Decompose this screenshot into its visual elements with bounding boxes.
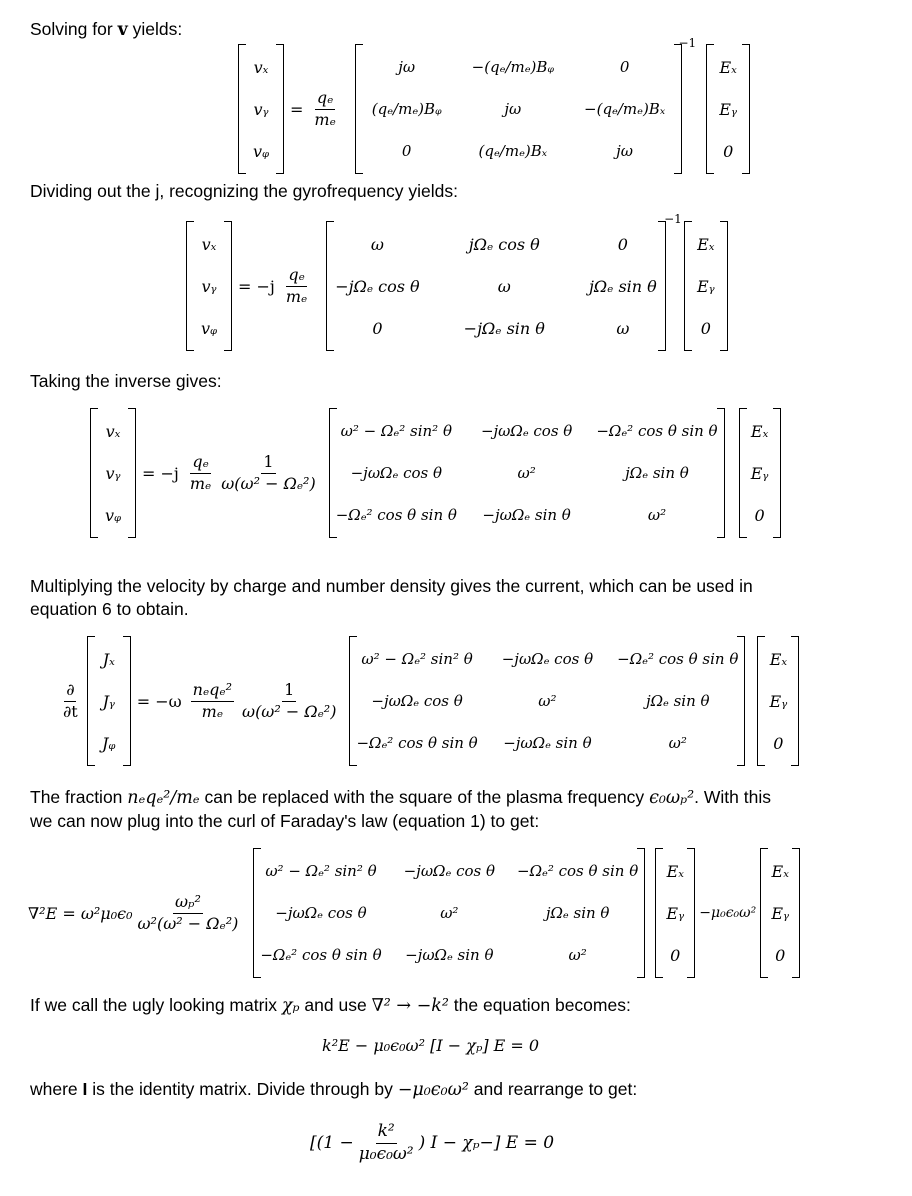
text: and rearrange to get: bbox=[473, 1079, 638, 1099]
equals-minus-j: = −j bbox=[142, 463, 179, 483]
equation-inverse bbox=[90, 408, 781, 538]
text: Solving for bbox=[30, 19, 113, 39]
matrix-entry: (qₑ/mₑ)Bₓ bbox=[478, 142, 548, 160]
bracket-tick bbox=[658, 350, 665, 351]
matrix-entry: jΩₑ sin θ bbox=[645, 692, 710, 710]
bracket-tick bbox=[276, 44, 283, 45]
minus-mu-term: −μ₀ϵ₀ω² bbox=[699, 905, 757, 921]
matrix-entry: ω² bbox=[517, 464, 536, 482]
vector-v: v bbox=[117, 20, 128, 40]
bracket-tick bbox=[224, 350, 231, 351]
vector-entry: Eₓ bbox=[771, 861, 789, 881]
matrix-a bbox=[355, 44, 682, 174]
text: . With this bbox=[694, 787, 771, 807]
matrix-entry: −Ωₑ² cos θ sin θ bbox=[596, 422, 718, 440]
matrix-entry: 0 bbox=[617, 234, 628, 254]
matrix-entry: jω bbox=[398, 58, 416, 76]
inline-math: ∇² → −k² bbox=[371, 996, 449, 1016]
matrix-entry: jΩₑ sin θ bbox=[625, 464, 689, 482]
matrix-entry: ω bbox=[616, 318, 630, 338]
matrix-entry: −jωΩₑ cos θ bbox=[403, 862, 496, 880]
vector-entry: Jᵩ bbox=[101, 733, 116, 753]
equals-minus-omega: = −ω bbox=[136, 691, 182, 711]
paragraph-dividing bbox=[30, 180, 458, 203]
field-vector bbox=[739, 408, 781, 538]
k-mu-fraction: $\frac{\text{k²}}{\text{μ₀ϵ₀ω²}}$ bbox=[358, 1120, 414, 1164]
text: yields: bbox=[132, 19, 183, 39]
matrix-entry: ω bbox=[370, 234, 384, 254]
field-vector bbox=[655, 848, 695, 978]
inline-math: χₚ bbox=[281, 996, 300, 1016]
text: Multiplying the velocity by charge and number density gives the current, which can be used in bbox=[30, 576, 753, 596]
bracket-tick bbox=[123, 636, 130, 637]
plasma-fraction: $\frac{\text{ωₚ²}}{\text{ω²(ω² − Ωₑ²)}}$ bbox=[137, 892, 239, 933]
vector-entry: Jᵧ bbox=[102, 691, 115, 711]
equation-final bbox=[310, 1116, 554, 1170]
matrix-entry: ω² − Ωₑ² sin² θ bbox=[265, 862, 377, 880]
vector-entry: Jₓ bbox=[102, 649, 115, 669]
vector-entry: 0 bbox=[775, 945, 786, 965]
velocity-vector bbox=[90, 408, 136, 538]
vector-entry: vₓ bbox=[105, 421, 121, 441]
bracket-tick bbox=[687, 848, 694, 849]
density-charge-fraction: $\frac{\text{nₑqₑ²}}{\text{mₑ}}$ bbox=[192, 680, 233, 721]
matrix-entry: −jωΩₑ cos θ bbox=[501, 650, 594, 668]
bracket-tick bbox=[720, 221, 727, 222]
bracket-tick bbox=[792, 848, 799, 849]
identity-symbol: I bbox=[82, 1079, 88, 1099]
matrix-entry: −jωΩₑ cos θ bbox=[350, 464, 443, 482]
paragraph-ugly-matrix bbox=[30, 994, 631, 1018]
inline-math: −μ₀ϵ₀ω² bbox=[397, 1080, 469, 1100]
bracket-tick bbox=[276, 173, 283, 174]
inverse-superscript: −1 bbox=[678, 36, 697, 50]
vector-entry: Eᵧ bbox=[771, 903, 790, 923]
vector-entry: Eₓ bbox=[719, 57, 737, 77]
field-vector bbox=[760, 848, 800, 978]
text: If we call the ugly looking matrix bbox=[30, 995, 278, 1015]
bracket-tick bbox=[773, 408, 780, 409]
matrix-entry: jω bbox=[616, 142, 634, 160]
matrix-entry: −jωΩₑ sin θ bbox=[405, 946, 494, 964]
inline-math: nₑqₑ²/mₑ bbox=[127, 788, 200, 808]
bracket-tick bbox=[224, 221, 231, 222]
matrix-c bbox=[253, 848, 645, 978]
matrix-entry: ω² bbox=[440, 904, 459, 922]
field-vector bbox=[706, 44, 750, 174]
matrix-entry: −Ωₑ² cos θ sin θ bbox=[260, 946, 382, 964]
text: can be replaced with the square of the plasma frequency bbox=[204, 787, 645, 807]
matrix-c bbox=[349, 636, 745, 766]
vector-entry: Eᵧ bbox=[769, 691, 788, 711]
vector-entry: Eₓ bbox=[697, 234, 715, 254]
final-eq-left: [(1 − bbox=[310, 1133, 354, 1153]
wave-equation: k²E − μ₀ϵ₀ω² [I − χₚ] E = 0 bbox=[322, 1036, 540, 1055]
matrix-entry: −jωΩₑ cos θ bbox=[275, 904, 367, 922]
equation-gyrofrequency bbox=[186, 212, 728, 352]
matrix-entry: ω bbox=[497, 276, 511, 296]
matrix-entry: −jΩₑ cos θ bbox=[335, 276, 420, 296]
matrix-entry: 0 bbox=[401, 142, 412, 160]
vector-entry: vᵩ bbox=[252, 141, 270, 161]
velocity-vector bbox=[186, 221, 232, 351]
inline-math: ϵ₀ωₚ² bbox=[649, 788, 695, 808]
text: Dividing out the j, recognizing the gyrofrequency yields: bbox=[30, 181, 459, 201]
charge-mass-fraction: $\frac{\text{qₑ}}{\text{mₑ}}$ bbox=[314, 88, 336, 129]
velocity-vector bbox=[238, 44, 284, 174]
vector-entry: 0 bbox=[723, 141, 734, 161]
vector-entry: Eᵧ bbox=[666, 903, 685, 923]
bracket-tick bbox=[791, 765, 798, 766]
bracket-tick bbox=[720, 350, 727, 351]
paragraph-solving bbox=[30, 18, 182, 42]
field-vector bbox=[684, 221, 728, 351]
bracket-tick bbox=[717, 408, 724, 409]
vector-entry: vᵩ bbox=[200, 318, 218, 338]
paragraph-inverse bbox=[30, 370, 222, 393]
vector-entry: vᵧ bbox=[105, 463, 121, 483]
vector-entry: vₓ bbox=[201, 234, 217, 254]
laplacian-lhs: ∇²E = ω²μ₀ϵ₀ bbox=[28, 903, 133, 923]
text: equation 6 to obtain. bbox=[30, 599, 189, 619]
matrix-entry: 0 bbox=[619, 58, 630, 76]
text: where bbox=[30, 1079, 78, 1099]
matrix-c bbox=[329, 408, 725, 538]
equation-velocity-solve bbox=[238, 36, 750, 174]
bracket-tick bbox=[637, 977, 644, 978]
equals-sign: = bbox=[290, 99, 304, 119]
vector-entry: 0 bbox=[754, 505, 765, 525]
matrix-entry: −Ωₑ² cos θ sin θ bbox=[517, 862, 639, 880]
vector-entry: Eᵧ bbox=[719, 99, 737, 119]
matrix-entry: jω bbox=[504, 100, 522, 118]
matrix-entry: −Ωₑ² cos θ sin θ bbox=[617, 650, 739, 668]
matrix-entry: ω² − Ωₑ² sin² θ bbox=[340, 422, 452, 440]
bracket-tick bbox=[792, 977, 799, 978]
bracket-tick bbox=[128, 408, 135, 409]
vector-entry: Eᵧ bbox=[696, 276, 715, 296]
matrix-entry: ω² − Ωₑ² sin² θ bbox=[361, 650, 473, 668]
paragraph-fraction bbox=[30, 786, 771, 833]
matrix-entry: −Ωₑ² cos θ sin θ bbox=[335, 506, 457, 524]
matrix-entry: −(qₑ/mₑ)Bᵩ bbox=[471, 58, 555, 76]
matrix-entry: −jωΩₑ sin θ bbox=[503, 734, 592, 752]
bracket-tick bbox=[687, 977, 694, 978]
bracket-tick bbox=[742, 173, 749, 174]
matrix-entry: −jωΩₑ sin θ bbox=[482, 506, 571, 524]
vector-entry: Eᵧ bbox=[750, 463, 769, 483]
equation-current bbox=[58, 634, 799, 768]
current-vector bbox=[87, 636, 131, 766]
matrix-entry: −jΩₑ sin θ bbox=[463, 318, 545, 338]
vector-entry: Eₓ bbox=[750, 421, 769, 441]
charge-mass-fraction: $\frac{\text{qₑ}}{\text{mₑ}}$ bbox=[189, 452, 212, 493]
matrix-entry: −jωΩₑ cos θ bbox=[480, 422, 573, 440]
final-eq-right: ) I − χₚ−] E = 0 bbox=[418, 1133, 555, 1153]
matrix-entry: jΩₑ sin θ bbox=[588, 276, 657, 296]
vector-entry: Eₓ bbox=[769, 649, 788, 669]
bracket-tick bbox=[674, 173, 681, 174]
bracket-tick bbox=[637, 848, 644, 849]
time-derivative: $\frac{\partial}{\partial t}$ bbox=[63, 680, 78, 721]
matrix-entry: ω² bbox=[647, 506, 667, 524]
equation-wave bbox=[322, 1036, 539, 1055]
matrix-entry: ω² bbox=[668, 734, 687, 752]
matrix-entry: −Ωₑ² cos θ sin θ bbox=[356, 734, 478, 752]
text: is the identity matrix. Divide through by bbox=[92, 1079, 393, 1099]
vector-entry: Eₓ bbox=[666, 861, 684, 881]
equation-faraday bbox=[28, 848, 800, 978]
matrix-entry: −(qₑ/mₑ)Bₓ bbox=[584, 100, 666, 118]
vector-entry: 0 bbox=[700, 318, 711, 338]
matrix-entry: jΩₑ cos θ bbox=[468, 234, 540, 254]
bracket-tick bbox=[128, 537, 135, 538]
bracket-tick bbox=[737, 636, 744, 637]
vector-entry: vₓ bbox=[253, 57, 269, 77]
text: and use bbox=[304, 995, 367, 1015]
text: The fraction bbox=[30, 787, 123, 807]
inverse-denominator-fraction: $\frac{1}{\text{ω(ω² − Ωₑ²)}}$ bbox=[242, 680, 337, 721]
charge-mass-fraction: $\frac{\text{qₑ}}{\text{mₑ}}$ bbox=[285, 265, 308, 306]
inverse-denominator-fraction: $\frac{1}{\text{ω(ω² − Ωₑ²)}}$ bbox=[221, 452, 316, 493]
text: Taking the inverse gives: bbox=[30, 371, 222, 391]
matrix-entry: ω² bbox=[568, 946, 587, 964]
bracket-tick bbox=[791, 636, 798, 637]
vector-entry: 0 bbox=[670, 945, 681, 965]
matrix-b bbox=[326, 221, 666, 351]
inverse-superscript: −1 bbox=[664, 212, 682, 226]
bracket-tick bbox=[773, 537, 780, 538]
matrix-entry: (qₑ/mₑ)Bᵩ bbox=[371, 100, 442, 118]
field-vector bbox=[757, 636, 799, 766]
matrix-entry: −jωΩₑ cos θ bbox=[371, 692, 463, 710]
equals-minus-j: = −j bbox=[238, 276, 275, 296]
vector-entry: vᵧ bbox=[253, 99, 269, 119]
paragraph-identity bbox=[30, 1078, 637, 1102]
bracket-tick bbox=[737, 765, 744, 766]
bracket-tick bbox=[742, 44, 749, 45]
paragraph-multiplying bbox=[30, 575, 753, 621]
text: the equation becomes: bbox=[453, 995, 631, 1015]
matrix-entry: jΩₑ sin θ bbox=[545, 904, 610, 922]
bracket-tick bbox=[123, 765, 130, 766]
matrix-entry: 0 bbox=[372, 318, 383, 338]
vector-entry: 0 bbox=[773, 733, 784, 753]
text: we can now plug into the curl of Faraday's law (equation 1) to get: bbox=[30, 811, 540, 831]
vector-entry: vᵩ bbox=[104, 505, 122, 525]
vector-entry: vᵧ bbox=[201, 276, 217, 296]
matrix-entry: ω² bbox=[538, 692, 557, 710]
bracket-tick bbox=[717, 537, 724, 538]
